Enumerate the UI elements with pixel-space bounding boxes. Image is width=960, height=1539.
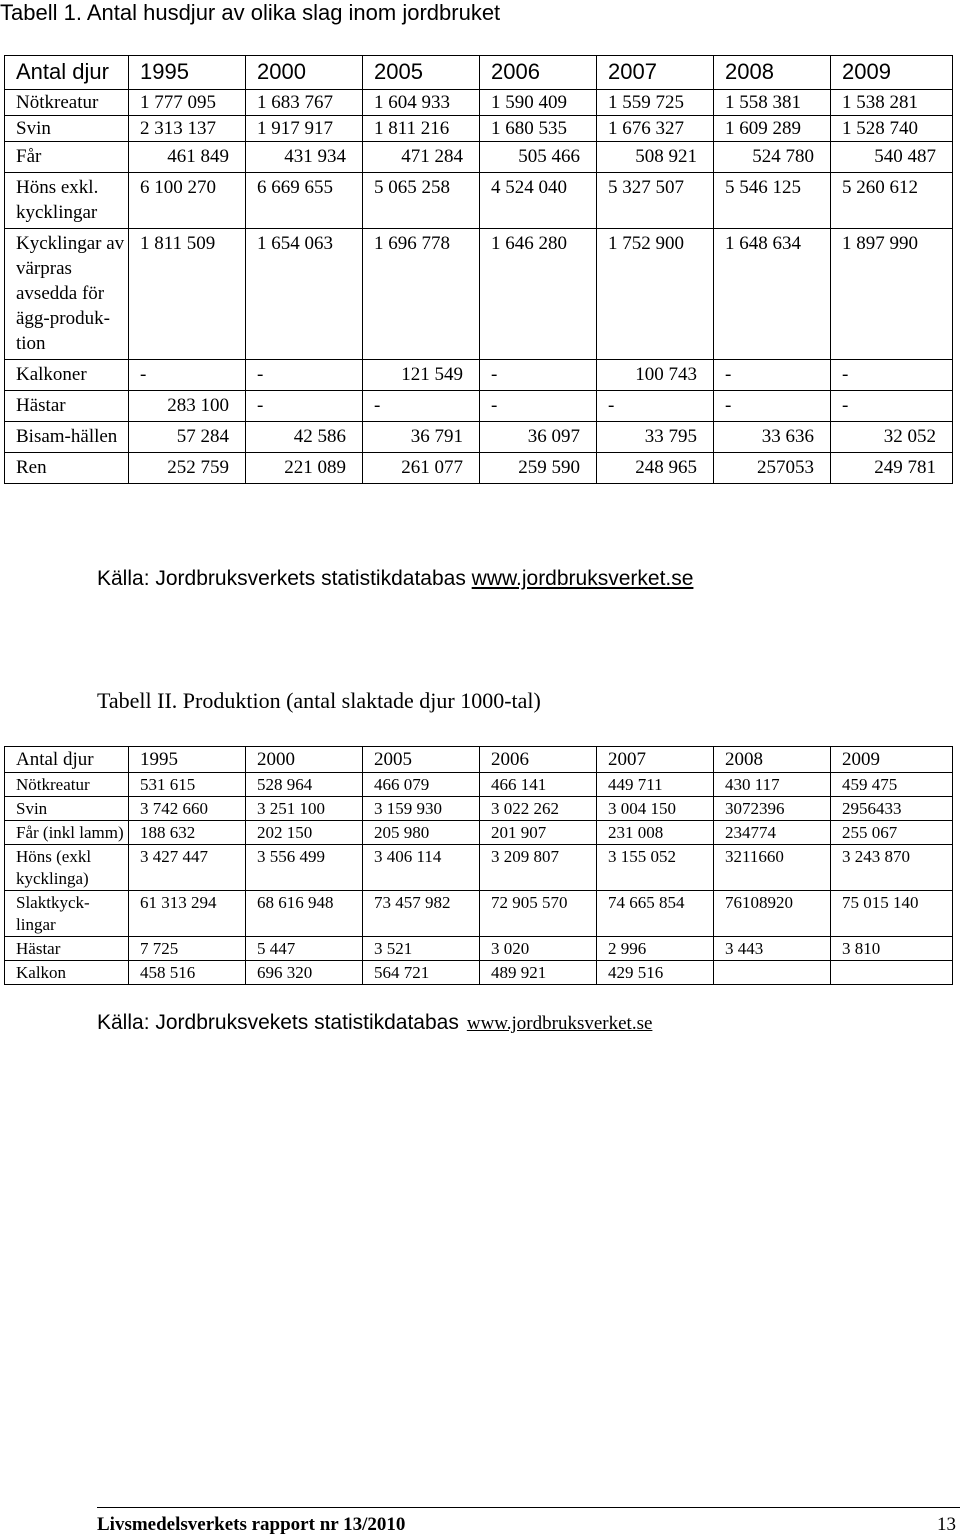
cell-value: 234774 (714, 821, 831, 845)
table1 (4, 55, 953, 484)
cell-value: 3 251 100 (246, 797, 363, 821)
cell-value: 73 457 982 (363, 891, 480, 937)
row-label: Får (5, 142, 129, 173)
table2-row (5, 937, 953, 961)
cell-value: 231 008 (597, 821, 714, 845)
cell-value: 100 743 (597, 360, 714, 391)
table2-header-year: 2005 (363, 747, 480, 773)
cell-value: 7 725 (129, 937, 246, 961)
row-label: Svin (5, 797, 129, 821)
table2-row (5, 821, 953, 845)
cell-value: 36 097 (480, 422, 597, 453)
cell-value: 1 752 900 (597, 229, 714, 360)
table1-header-year: 2008 (714, 56, 831, 90)
row-label: Hästar (5, 391, 129, 422)
cell-value: 68 616 948 (246, 891, 363, 937)
cell-value: 1 811 509 (129, 229, 246, 360)
table2 (4, 746, 953, 985)
cell-value: 57 284 (129, 422, 246, 453)
table1-source (97, 567, 693, 591)
cell-value: 1 538 281 (831, 90, 953, 116)
cell-value: 205 980 (363, 821, 480, 845)
cell-value: 524 780 (714, 142, 831, 173)
table2-header-year: 2009 (831, 747, 953, 773)
cell-value: - (363, 391, 480, 422)
cell-value: 33 795 (597, 422, 714, 453)
cell-value: 74 665 854 (597, 891, 714, 937)
cell-value: 2 996 (597, 937, 714, 961)
cell-value: 1 558 381 (714, 90, 831, 116)
cell-value: 540 487 (831, 142, 953, 173)
cell-value: 5 260 612 (831, 173, 953, 229)
cell-value: 221 089 (246, 453, 363, 484)
table2-header-label: Antal djur (5, 747, 129, 773)
cell-value: 201 907 (480, 821, 597, 845)
cell-value: 5 327 507 (597, 173, 714, 229)
table1-row (5, 142, 953, 173)
cell-value: 1 897 990 (831, 229, 953, 360)
table2-header-row (5, 747, 953, 773)
table2-title: Tabell II. Produktion (antal slaktade djur 1000-tal) (97, 688, 541, 713)
cell-value: 2956433 (831, 797, 953, 821)
cell-value: 3 155 052 (597, 845, 714, 891)
cell-value: 121 549 (363, 360, 480, 391)
cell-value: 3 004 150 (597, 797, 714, 821)
cell-value: 1 604 933 (363, 90, 480, 116)
cell-value: 261 077 (363, 453, 480, 484)
table1-row (5, 422, 953, 453)
cell-value (831, 961, 953, 985)
table1-header-row (5, 56, 953, 90)
cell-value: 5 546 125 (714, 173, 831, 229)
cell-value: 3 521 (363, 937, 480, 961)
table1-row (5, 453, 953, 484)
cell-value: 1 917 917 (246, 116, 363, 142)
table1-row (5, 229, 953, 360)
table2-header-year: 2007 (597, 747, 714, 773)
footer-report-name: Livsmedelsverkets rapport nr 13/2010 (97, 1514, 406, 1535)
cell-value: 3 810 (831, 937, 953, 961)
cell-value: 33 636 (714, 422, 831, 453)
cell-value: 3 406 114 (363, 845, 480, 891)
table2-header-year: 2008 (714, 747, 831, 773)
table1-title: Tabell 1. Antal husdjur av olika slag inom jordbruket (0, 0, 501, 25)
table2-row (5, 891, 953, 937)
cell-value: 1 609 289 (714, 116, 831, 142)
cell-value: 248 965 (597, 453, 714, 484)
table1-header-year: 2006 (480, 56, 597, 90)
footer-page-number: 13 (937, 1514, 956, 1535)
cell-value: 202 150 (246, 821, 363, 845)
cell-value: 76108920 (714, 891, 831, 937)
table1-header-year: 2009 (831, 56, 953, 90)
row-label: Bisam-hällen (5, 422, 129, 453)
cell-value: 505 466 (480, 142, 597, 173)
cell-value: - (129, 360, 246, 391)
cell-value: 2 313 137 (129, 116, 246, 142)
cell-value: 3072396 (714, 797, 831, 821)
source-text: Källa: Jordbruksverkets statistikdatabas (97, 567, 472, 590)
cell-value: 5 065 258 (363, 173, 480, 229)
cell-value: 3 427 447 (129, 845, 246, 891)
cell-value: 1 777 095 (129, 90, 246, 116)
cell-value: 528 964 (246, 773, 363, 797)
cell-value: 1 676 327 (597, 116, 714, 142)
cell-value: - (246, 391, 363, 422)
cell-value: 430 117 (714, 773, 831, 797)
cell-value: 6 669 655 (246, 173, 363, 229)
cell-value: 449 711 (597, 773, 714, 797)
cell-value: 188 632 (129, 821, 246, 845)
row-label: Kalkoner (5, 360, 129, 391)
cell-value: 531 615 (129, 773, 246, 797)
row-label: Kalkon (5, 961, 129, 985)
cell-value: 564 721 (363, 961, 480, 985)
table1-row (5, 116, 953, 142)
footer-divider (97, 1507, 960, 1508)
cell-value: 5 447 (246, 937, 363, 961)
cell-value: - (246, 360, 363, 391)
table2-row (5, 961, 953, 985)
cell-value: - (831, 360, 953, 391)
cell-value: 1 654 063 (246, 229, 363, 360)
row-label: Svin (5, 116, 129, 142)
cell-value: 3 022 262 (480, 797, 597, 821)
source-link[interactable]: www.jordbruksverket.se (466, 1013, 653, 1034)
table1-header-year: 2005 (363, 56, 480, 90)
row-label: Höns (exkl kycklinga) (5, 845, 129, 891)
cell-value: 429 516 (597, 961, 714, 985)
cell-value: 471 284 (363, 142, 480, 173)
table1-header-year: 2007 (597, 56, 714, 90)
table1-row (5, 90, 953, 116)
row-label: Höns exkl. kycklingar (5, 173, 129, 229)
cell-value: - (831, 391, 953, 422)
cell-value: 75 015 140 (831, 891, 953, 937)
table2-header-year: 2000 (246, 747, 363, 773)
cell-value: 42 586 (246, 422, 363, 453)
table2-row (5, 845, 953, 891)
row-label: Hästar (5, 937, 129, 961)
row-label: Slaktkyck-lingar (5, 891, 129, 937)
cell-value: 3 209 807 (480, 845, 597, 891)
cell-value: 252 759 (129, 453, 246, 484)
cell-value: 61 313 294 (129, 891, 246, 937)
cell-value: 3 020 (480, 937, 597, 961)
cell-value: 3 243 870 (831, 845, 953, 891)
table1-row (5, 360, 953, 391)
cell-value: 249 781 (831, 453, 953, 484)
cell-value: 431 934 (246, 142, 363, 173)
cell-value: 32 052 (831, 422, 953, 453)
row-label: Nötkreatur (5, 90, 129, 116)
cell-value: 1 680 535 (480, 116, 597, 142)
cell-value (714, 961, 831, 985)
cell-value: 1 811 216 (363, 116, 480, 142)
cell-value: 4 524 040 (480, 173, 597, 229)
cell-value: 257053 (714, 453, 831, 484)
cell-value: 3 443 (714, 937, 831, 961)
cell-value: 1 528 740 (831, 116, 953, 142)
cell-value: 1 696 778 (363, 229, 480, 360)
row-label: Kycklingar av värpras avsedda för ägg-produk-tion (5, 229, 129, 360)
table1-header-year: 2000 (246, 56, 363, 90)
cell-value: 1 559 725 (597, 90, 714, 116)
cell-value: - (714, 391, 831, 422)
cell-value: - (597, 391, 714, 422)
table1-row (5, 173, 953, 229)
cell-value: 461 849 (129, 142, 246, 173)
cell-value: 1 683 767 (246, 90, 363, 116)
cell-value: 72 905 570 (480, 891, 597, 937)
table1-header-label: Antal djur (5, 56, 129, 90)
cell-value: - (480, 391, 597, 422)
cell-value: 466 141 (480, 773, 597, 797)
row-label: Nötkreatur (5, 773, 129, 797)
cell-value: 3 556 499 (246, 845, 363, 891)
cell-value: 489 921 (480, 961, 597, 985)
cell-value: 508 921 (597, 142, 714, 173)
table2-header-year: 2006 (480, 747, 597, 773)
table1-row (5, 391, 953, 422)
table2-row (5, 773, 953, 797)
source-text: Källa: Jordbruksvekets statistikdatabas (97, 1011, 459, 1034)
cell-value: 283 100 (129, 391, 246, 422)
row-label: Får (inkl lamm) (5, 821, 129, 845)
cell-value: 466 079 (363, 773, 480, 797)
cell-value: 6 100 270 (129, 173, 246, 229)
cell-value: 255 067 (831, 821, 953, 845)
table2-header-year: 1995 (129, 747, 246, 773)
cell-value: - (480, 360, 597, 391)
cell-value: 259 590 (480, 453, 597, 484)
cell-value: 3211660 (714, 845, 831, 891)
table2-row (5, 797, 953, 821)
table1-header-year: 1995 (129, 56, 246, 90)
cell-value: 3 742 660 (129, 797, 246, 821)
cell-value: 3 159 930 (363, 797, 480, 821)
row-label: Ren (5, 453, 129, 484)
cell-value: 1 648 634 (714, 229, 831, 360)
cell-value: 696 320 (246, 961, 363, 985)
cell-value: 458 516 (129, 961, 246, 985)
table2-source (97, 1011, 652, 1035)
cell-value: 1 646 280 (480, 229, 597, 360)
cell-value: 459 475 (831, 773, 953, 797)
cell-value: - (714, 360, 831, 391)
source-link[interactable]: www.jordbruksverket.se (471, 567, 694, 590)
cell-value: 1 590 409 (480, 90, 597, 116)
cell-value: 36 791 (363, 422, 480, 453)
